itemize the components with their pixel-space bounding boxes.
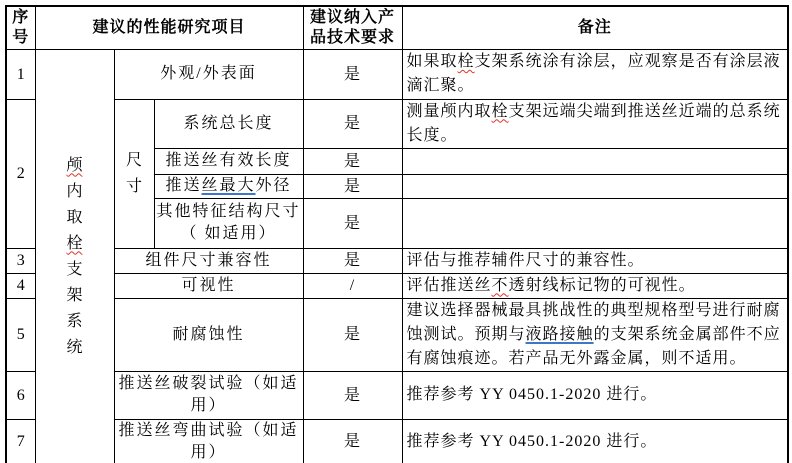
table-row-5	[6, 298, 788, 371]
row-1-item: 外观/外表面	[114, 49, 303, 99]
table-row-2a	[6, 99, 788, 148]
row-6-requirement: 是	[303, 371, 402, 419]
vertical-char: 系	[66, 312, 83, 330]
row-2d-requirement: 是	[303, 198, 402, 248]
row-2a-remark	[402, 99, 788, 148]
row-2b-requirement: 是	[303, 148, 402, 174]
row-5-requirement: 是	[303, 298, 402, 371]
text-segment: 如果取	[406, 53, 458, 70]
text-segment: 支架系统涂有涂层，应观察是否有涂层液滴汇聚。	[406, 53, 781, 94]
header-serial-number: 序号	[6, 6, 35, 49]
row-1-serial: 1	[6, 49, 35, 99]
row-2b-remark	[402, 148, 788, 174]
row-2a-requirement: 是	[303, 99, 402, 148]
vertical-char: 内	[66, 182, 83, 200]
row-3-requirement: 是	[303, 248, 402, 273]
row-7-requirement: 是	[303, 419, 402, 463]
row-3-serial: 3	[6, 248, 35, 273]
row-6-item: 推送丝破裂试验（如适用）	[114, 371, 303, 419]
header-remark: 备注	[402, 6, 788, 49]
table-row-6	[6, 371, 788, 419]
text-segment: 推送	[165, 177, 202, 194]
text-segment: 外径	[255, 177, 292, 194]
row-2a-item: 系统总长度	[154, 99, 303, 148]
vertical-char: 架	[66, 286, 83, 304]
vertical-char: 寸	[125, 177, 142, 195]
spellcheck-marked-text: 栓	[491, 102, 509, 120]
header-tech-requirement: 建议纳入产品技术要求	[303, 6, 402, 49]
grammar-marked-text: 丝最大	[201, 177, 256, 194]
row-4-requirement: /	[303, 273, 402, 298]
spellcheck-marked-text: 不	[491, 276, 509, 294]
table-row-3	[6, 248, 788, 273]
row-4-remark	[402, 273, 788, 298]
table-row-7	[6, 419, 788, 463]
row-2c-item	[154, 174, 303, 198]
text-segment: 测量颅内取	[406, 102, 492, 120]
row-2d-item: 其他特征结构尺寸（ 如适用）	[154, 198, 303, 248]
row-5-serial: 5	[6, 298, 35, 371]
row-4-serial: 4	[6, 273, 35, 298]
row-7-serial: 7	[6, 419, 35, 463]
row-5-item: 耐腐蚀性	[114, 298, 303, 371]
row-2-serial: 2	[6, 99, 35, 248]
dimension-group-vertical-label	[114, 99, 154, 248]
vertical-char: 栓	[66, 234, 83, 252]
text-segment: 的支架系统金属部件不应有腐蚀痕迹。若产品无外露金属，则不适用。	[406, 325, 781, 367]
vertical-char: 颅	[66, 156, 83, 174]
text-segment: 评估推送丝	[406, 276, 492, 294]
table-row-1	[6, 49, 788, 99]
row-2d-remark	[402, 198, 788, 248]
vertical-char: 尺	[125, 151, 142, 169]
vertical-char: 支	[66, 260, 83, 278]
row-7-remark: 推荐参考 YY 0450.1-2020 进行。	[402, 419, 788, 463]
row-2c-remark	[402, 174, 788, 198]
row-2b-item: 推送丝有效长度	[154, 148, 303, 174]
spellcheck-marked-text: 栓	[457, 53, 475, 70]
row-1-requirement: 是	[303, 49, 402, 99]
table-row-4	[6, 273, 788, 298]
row-6-remark: 推荐参考 YY 0450.1-2020 进行。	[402, 371, 788, 419]
row-3-item: 组件尺寸兼容性	[114, 248, 303, 273]
row-1-remark	[402, 49, 788, 99]
text-segment: 支架远端尖端到推送丝近端的总系统长度。	[406, 102, 781, 144]
row-7-item: 推送丝弯曲试验（如适用）	[114, 419, 303, 463]
row-3-remark: 评估与推荐辅件尺寸的兼容性。	[402, 248, 788, 273]
text-segment: 建议选择器械最具挑战性的典型规格型号进行耐腐蚀测试。预期与	[406, 301, 781, 343]
grammar-marked-text: 液路接触	[525, 325, 594, 343]
vertical-char: 取	[66, 208, 83, 226]
system-group-vertical-label	[35, 49, 114, 463]
row-5-remark	[402, 298, 788, 371]
row-6-serial: 6	[6, 371, 35, 419]
performance-study-table	[5, 5, 789, 463]
vertical-char: 统	[66, 338, 83, 356]
text-segment: 透射线标记物的可视性。	[508, 276, 696, 294]
header-row	[6, 6, 788, 49]
row-2c-requirement: 是	[303, 174, 402, 198]
row-4-item: 可视性	[114, 273, 303, 298]
header-study-item: 建议的性能研究项目	[35, 6, 303, 49]
